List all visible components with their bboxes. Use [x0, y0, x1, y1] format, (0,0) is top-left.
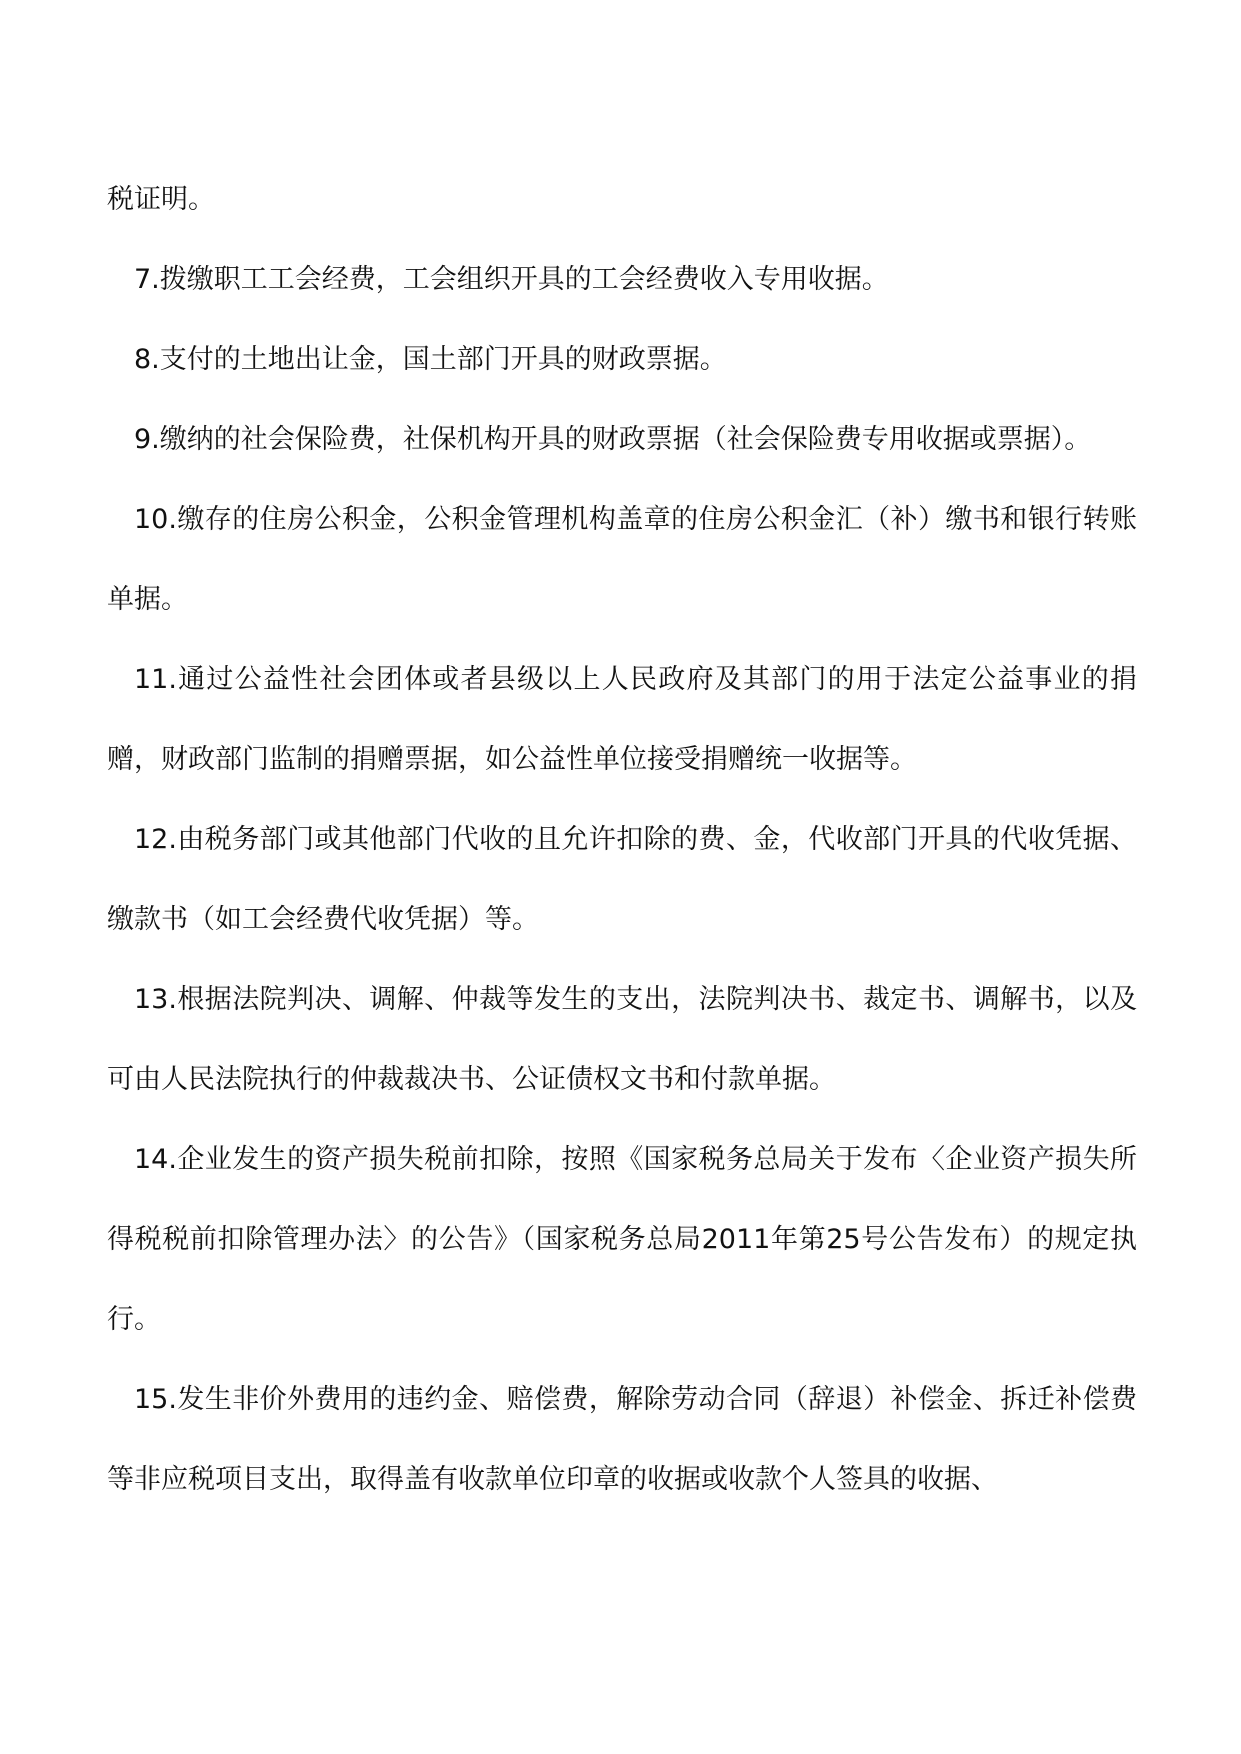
paragraph-item-15: 15.发生非价外费用的违约金、赔偿费，解除劳动合同（辞退）补偿金、拆迁补偿费等非应税项目支出，取得盖有收款单位印章的收据或收款个人签具的收据、	[107, 1384, 1137, 1495]
paragraph-item-11: 11.通过公益性社会团体或者县级以上人民政府及其部门的用于法定公益事业的捐赠，财政部门监制的捐赠票据，如公益性单位接受捐赠统一收据等。	[107, 664, 1137, 775]
paragraph-item-9: 9.缴纳的社会保险费，社保机构开具的财政票据（社会保险费专用收据或票据）。	[134, 424, 1092, 455]
paragraph-item-12: 12.由税务部门或其他部门代收的且允许扣除的费、金，代收部门开具的代收凭据、缴款书（如工会经费代收凭据）等。	[107, 824, 1137, 935]
paragraph-item-8: 8.支付的土地出让金，国土部门开具的财政票据。	[134, 344, 727, 375]
paragraph-item-10: 10.缴存的住房公积金，公积金管理机构盖章的住房公积金汇（补）缴书和银行转账单据。	[107, 504, 1137, 615]
paragraph-continuation: 税证明。	[107, 184, 215, 215]
paragraph-item-7: 7.拨缴职工工会经费，工会组织开具的工会经费收入专用收据。	[134, 264, 889, 295]
paragraph-item-14: 14.企业发生的资产损失税前扣除，按照《国家税务总局关于发布〈企业资产损失所得税税前扣除管理办法〉的公告》（国家税务总局2011年第25号公告发布）的规定执行。	[107, 1144, 1137, 1335]
paragraph-item-13: 13.根据法院判决、调解、仲裁等发生的支出，法院判决书、裁定书、调解书，以及可由人民法院执行的仲裁裁决书、公证债权文书和付款单据。	[107, 984, 1137, 1095]
document-body	[107, 160, 1137, 1520]
